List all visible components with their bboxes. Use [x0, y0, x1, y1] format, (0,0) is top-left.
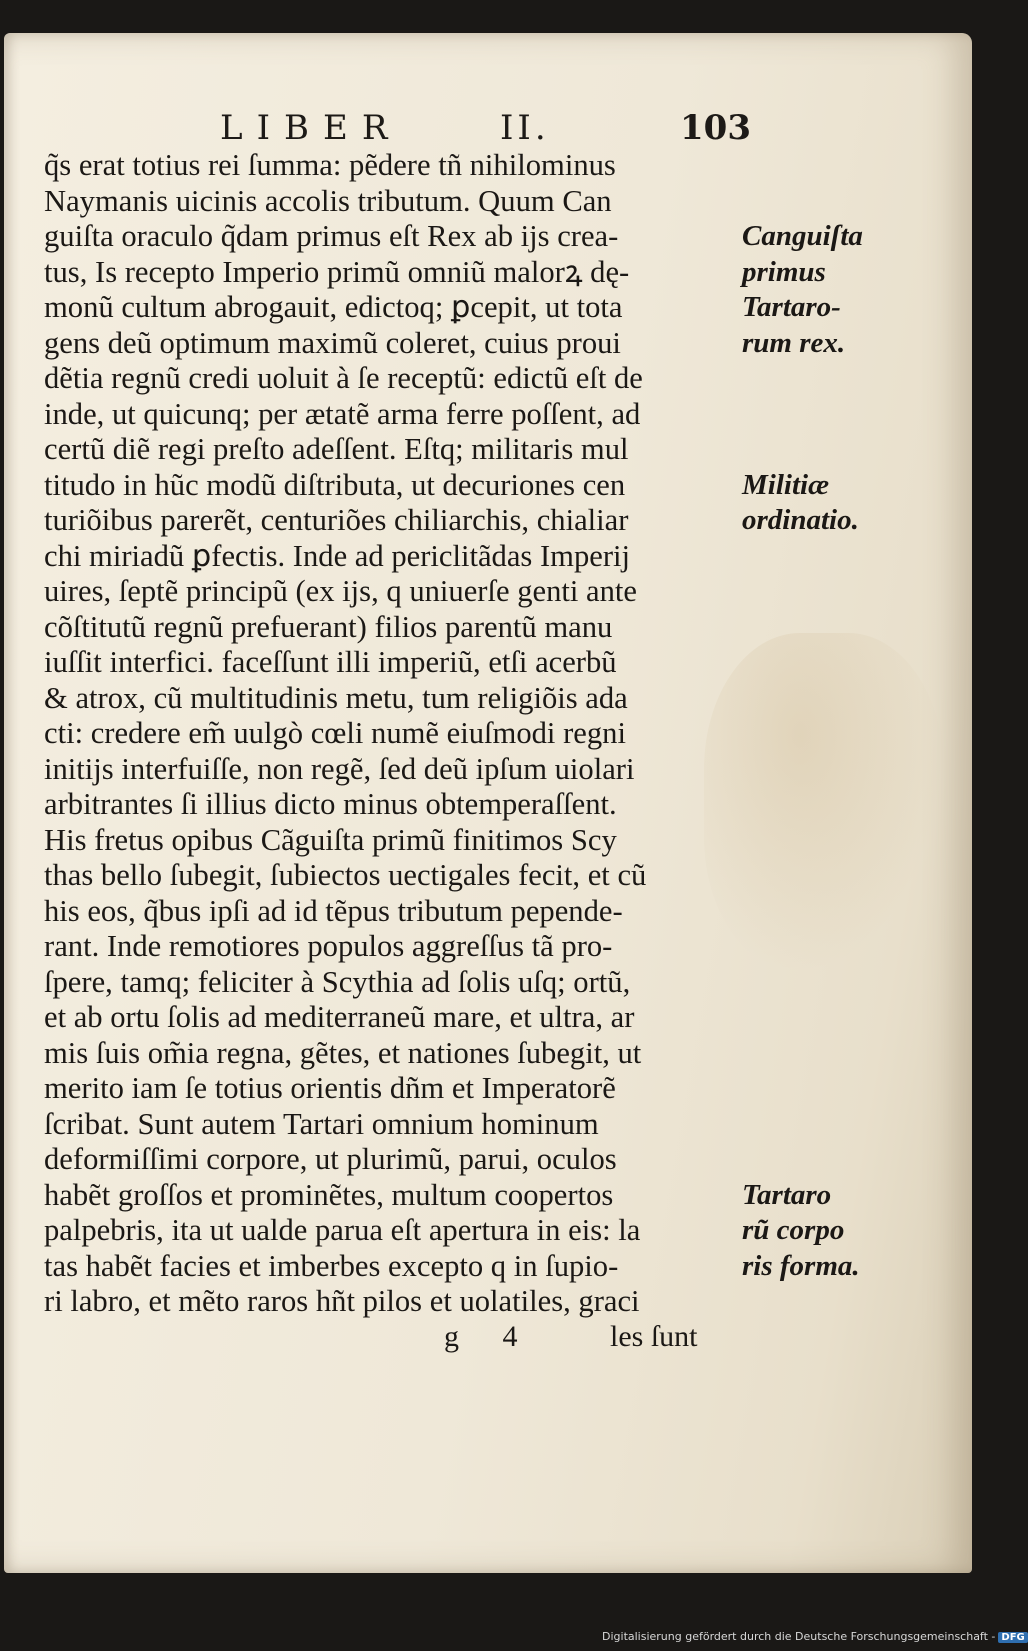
text-line: palpebris, ita ut ualde parua eſt apertura in eis: la — [44, 1213, 641, 1247]
main-text-block — [44, 148, 744, 1320]
margin-note: Canguiſta — [742, 220, 863, 252]
margin-note: ordinatio. — [742, 504, 859, 536]
text-line: turiõibus parerẽt, centuriões chiliarchis, chialiar — [44, 503, 629, 537]
dfg-logo: DFG — [998, 1632, 1027, 1643]
text-line: iuſſit interfici. faceſſunt illi imperiũ, etſi acerbũ — [44, 645, 617, 679]
text-line: chi miriadũ ꝑfectis. Inde ad periclitãdas Imperij — [44, 538, 631, 573]
text-line: dẽtia regnũ credi uoluit à ſe receptũ: edictũ eſt de — [44, 361, 643, 395]
text-line: His fretus opibus Cãguiſta primũ finitimos Scy — [44, 822, 617, 857]
text-line: ſcribat. Sunt autem Tartari omnium hominum — [44, 1106, 599, 1141]
signature-mark: g 4 — [444, 1320, 536, 1353]
page-footer — [44, 1320, 744, 1360]
credit-text: Digitalisierung gefördert durch die Deutsche Forschungsgemeinschaft - — [602, 1630, 996, 1643]
text-line: thas bello ſubegit, ſubiectos uectigales fecit, et cũ — [44, 858, 647, 892]
catchword: les ſunt — [610, 1320, 698, 1353]
text-line: Naymanis uicinis accolis tributum. Quum Can — [44, 183, 612, 218]
text-line: cti: credere em̃ uulgò cœli numẽ eiuſmodi regni — [44, 716, 626, 750]
margin-note: rum rex. — [742, 326, 846, 359]
text-line: q̃s erat totius rei ſumma: pẽdere tñ nihilominus — [44, 148, 616, 182]
text-line: gens deũ optimum maximũ coleret, cuius proui — [44, 325, 621, 360]
text-line: inde, ut quicunq; per ætatẽ arma ferre poſſent, ad — [44, 396, 641, 431]
text-line: certũ diẽ regi preſto adeſſent. Eſtq; militaris mul — [44, 432, 629, 466]
text-line: ſpere, tamq; feliciter à Scythia ad ſolis uſq; ortũ, — [44, 964, 631, 999]
text-line: initijs interfuiſſe, non regẽ, ſed deũ ipſum uiolari — [44, 751, 635, 786]
text-line: tas habẽt facies et imberbes excepto q in ſupio- — [44, 1248, 619, 1283]
text-line: deformiſſimi corpore, ut plurimũ, parui, oculos — [44, 1142, 617, 1176]
text-line: his eos, q̃bus ipſi ad id tẽpus tributum pepende- — [44, 893, 623, 928]
text-line: mis ſuis om̃ia regna, gẽtes, et nationes ſubegit, ut — [44, 1035, 642, 1070]
digitization-credit — [602, 1630, 1025, 1648]
margin-note: ris forma. — [742, 1249, 860, 1282]
header-book-number: II. — [500, 108, 550, 148]
text-line: monũ cultum abrogauit, edictoq; ꝑcepit, ut tota — [44, 290, 623, 324]
text-line: habẽt groſſos et prominẽtes, multum coopertos — [44, 1177, 614, 1212]
margin-note: rũ corpo — [742, 1214, 845, 1246]
text-line: & atrox, cũ multitudinis metu, tum religiõis ada — [44, 680, 628, 715]
text-line: uires, ſeptẽ principũ (ex ijs, q uniuerſe genti ante — [44, 574, 637, 608]
text-line: rant. Inde remotiores populos aggreſſus tã pro- — [44, 929, 613, 963]
text-line: guiſta oraculo q̃dam primus eſt Rex ab ijs crea- — [44, 219, 619, 253]
text-line: et ab ortu ſolis ad mediterraneũ mare, et ultra, ar — [44, 1000, 635, 1034]
text-line: arbitrantes ſi illius dicto minus obtemperaſſent. — [44, 787, 617, 821]
margin-note: primus — [742, 255, 826, 288]
margin-note: Militiæ — [742, 468, 830, 501]
margin-note: Tartaro- — [742, 291, 841, 323]
header-liber: LIBER — [220, 108, 402, 148]
text-line: ri labro, et mẽto raros hñt pilos et uolatiles, graci — [44, 1284, 640, 1318]
text-line: tus, Is recepto Imperio primũ omniũ malorꝝ dę- — [44, 254, 630, 289]
text-line: cõſtitutũ regnũ prefuerant) filios parentũ manu — [44, 609, 613, 644]
text-line: titudo in hũc modũ diſtributa, ut decuriones cen — [44, 467, 626, 502]
margin-note: Tartaro — [742, 1178, 832, 1211]
text-line: merito iam ſe totius orientis dñm et Imperatorẽ — [44, 1071, 616, 1105]
folio-number: 103 — [680, 108, 751, 148]
